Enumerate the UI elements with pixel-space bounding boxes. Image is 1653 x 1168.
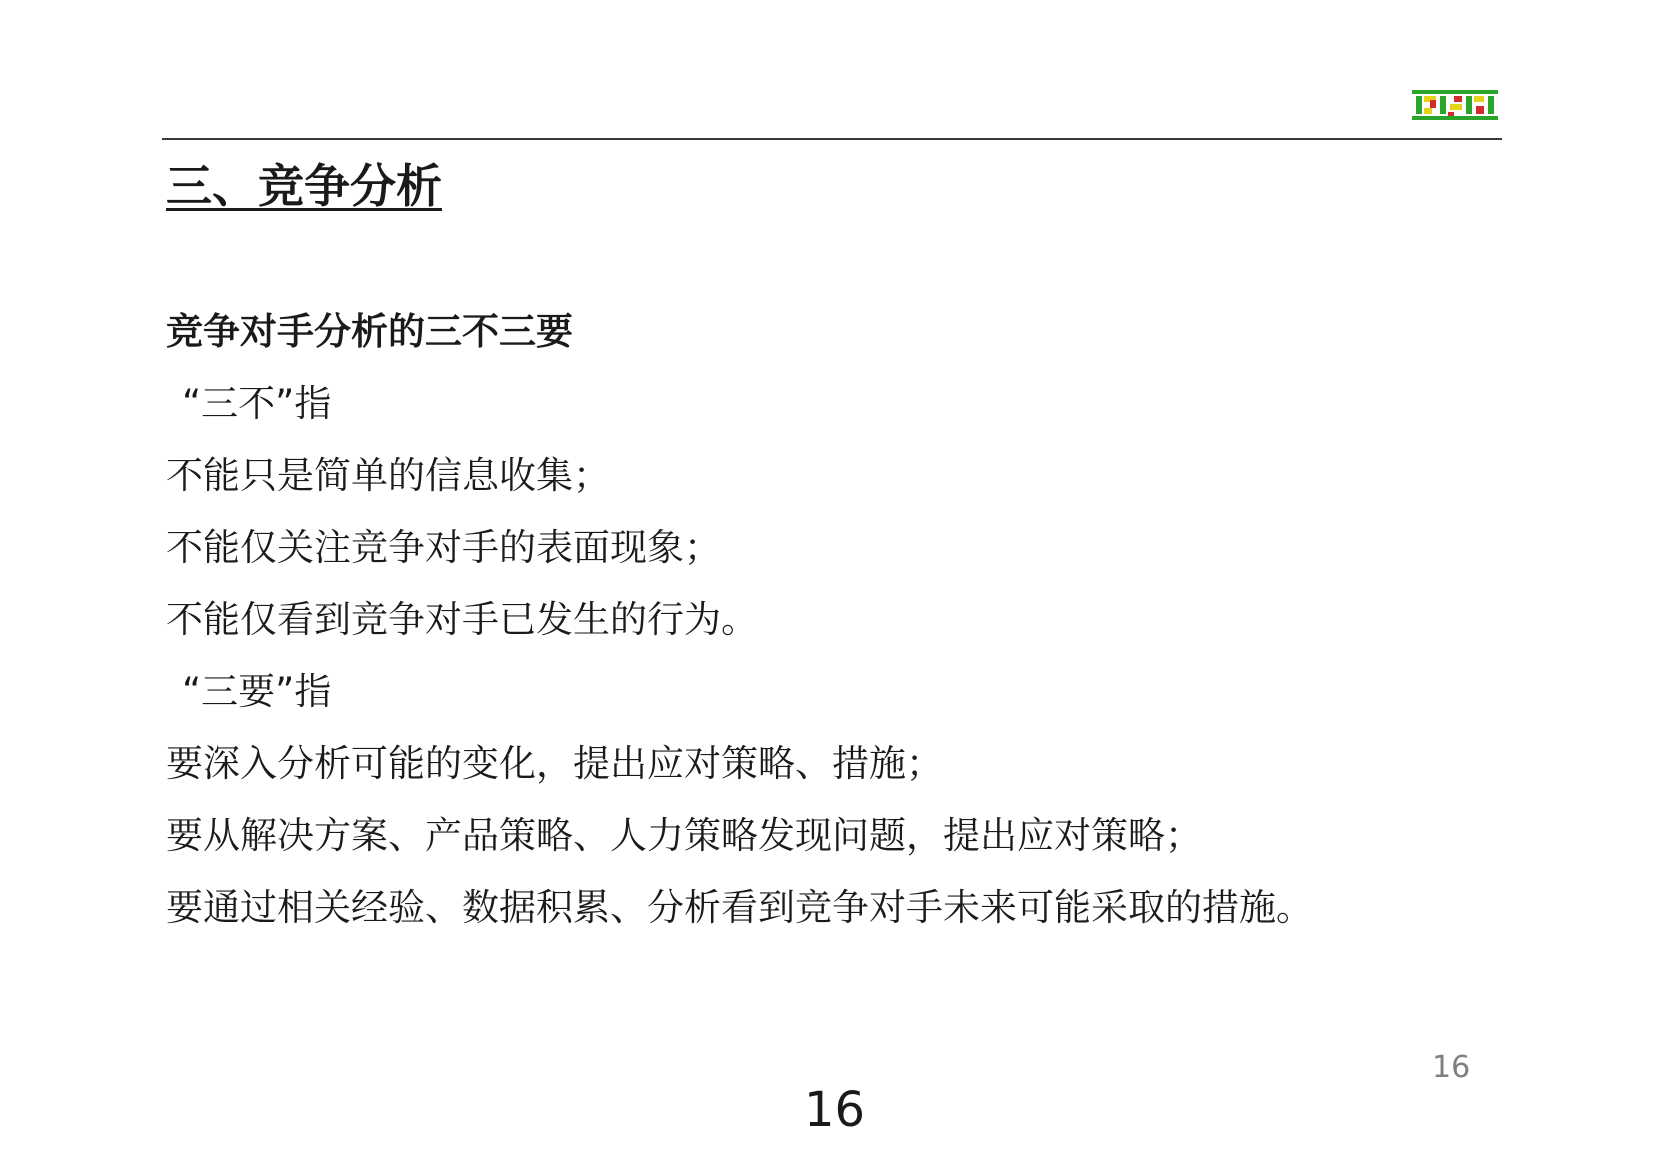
text-line: “三要”指: [182, 670, 332, 713]
section-subtitle: 竞争对手分析的三不三要: [166, 310, 573, 353]
text-line: 不能仅看到竞争对手已发生的行为。: [166, 598, 758, 641]
content-body: [166, 296, 1466, 944]
header-divider: [162, 138, 1502, 140]
text-line: “三不”指: [182, 382, 332, 425]
text-line: 不能只是简单的信息收集；: [166, 454, 610, 497]
page-number-small: 16: [1432, 1050, 1471, 1085]
page-number-large: 16: [804, 1082, 866, 1138]
company-logo-icon: [1410, 86, 1500, 126]
text-line: 不能仅关注竞争对手的表面现象；: [166, 526, 721, 569]
page-title: 三、竞争分析: [166, 159, 442, 213]
text-line: 要通过相关经验、数据积累、分析看到竞争对手未来可能采取的措施。: [166, 886, 1313, 929]
text-line: 要从解决方案、产品策略、人力策略发现问题，提出应对策略；: [166, 814, 1202, 857]
text-line: 要深入分析可能的变化，提出应对策略、措施；: [166, 742, 943, 785]
